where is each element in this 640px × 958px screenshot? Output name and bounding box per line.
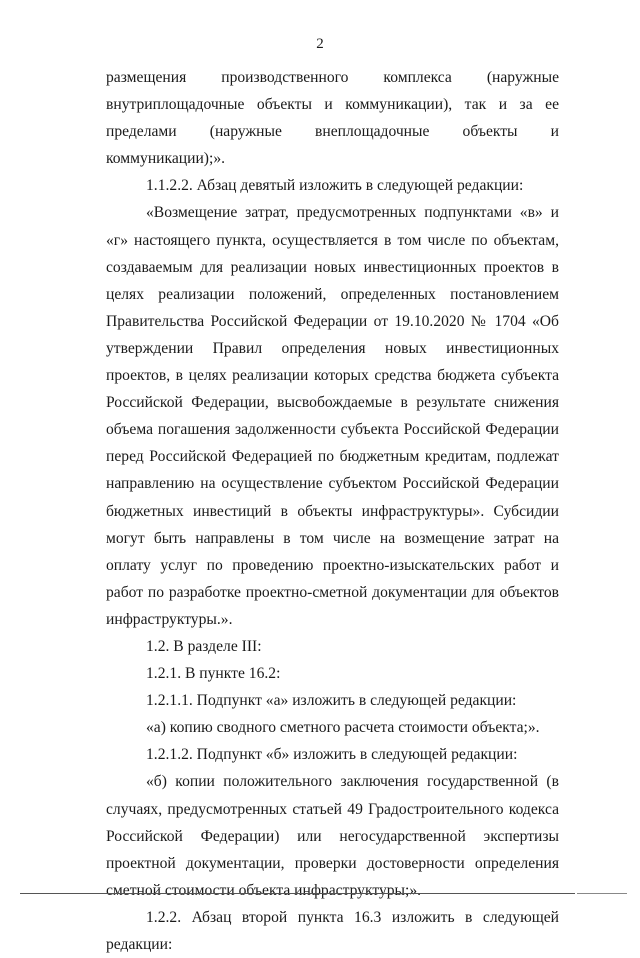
paragraph-1-2-1-2: 1.2.1.2. Подпункт «б» изложить в следующей редакции: [146, 746, 518, 764]
bottom-border-line [20, 893, 575, 894]
paragraph-1-2: 1.2. В разделе III: [146, 637, 262, 655]
paragraph-subpoint-a: «а) копию сводного сметного расчета стоимости объекта;». [146, 719, 540, 737]
paragraph-1-2-1-1: 1.2.1.1. Подпункт «а» изложить в следующей редакции: [146, 692, 517, 710]
paragraph-quoted-reimbursement: «Возмещение затрат, предусмотренных подпунктами «в» и «г» настоящего пункта, осуществляется в том числе по объектам, создаваемым для реализации новых инвестиционных проектов в целях реализации положений, определенных постановлением Правительства Российской Федерации от 19.10.2020 № 1704 «Об утверждении Правил определения новых инвестиционных проектов, в целях реализации которых средства бюджета субъекта Российской Федерации, высвобождаемые в результате снижения объема погашения задолженности субъекта Российской Федерации перед Российской Федерацией по бюджетным кредитам, подлежат направлению на осуществление субъектом Российской Федерации бюджетных инвестиций в объекты инфраструктуры». Субсидии могут быть направлены в том числе на возмещение затрат на оплату услуг по проведению проектно-изыскательских работ и работ по разработке проектно-сметной документации для объектов инфраструктуры.». [106, 204, 559, 628]
bottom-border-line-tail [577, 893, 627, 894]
page-number: 2 [316, 36, 324, 52]
paragraph-1-2-1: 1.2.1. В пункте 16.2: [146, 665, 281, 683]
paragraph-continuation: размещения производственного комплекса (наружные внутриплощадочные объекты и коммуникации), так и за ее пределами (наружные внеплощадочные объекты и коммуникации);». [106, 69, 559, 168]
paragraph-1-2-2: 1.2.2. Абзац второй пункта 16.3 изложить в следующей редакции: [106, 908, 559, 953]
paragraph-subpoint-b: «б) копии положительного заключения государственной (в случаях, предусмотренных статьей 49 Градостроительного кодекса Российской Федерации) или негосударственной экспертизы проектной документации, проверки достоверности определения сметной стоимости объекта инфраструктуры;». [106, 773, 559, 899]
paragraph-1-1-2-2: 1.1.2.2. Абзац девятый изложить в следующей редакции: [146, 177, 524, 195]
document-body [106, 64, 559, 958]
